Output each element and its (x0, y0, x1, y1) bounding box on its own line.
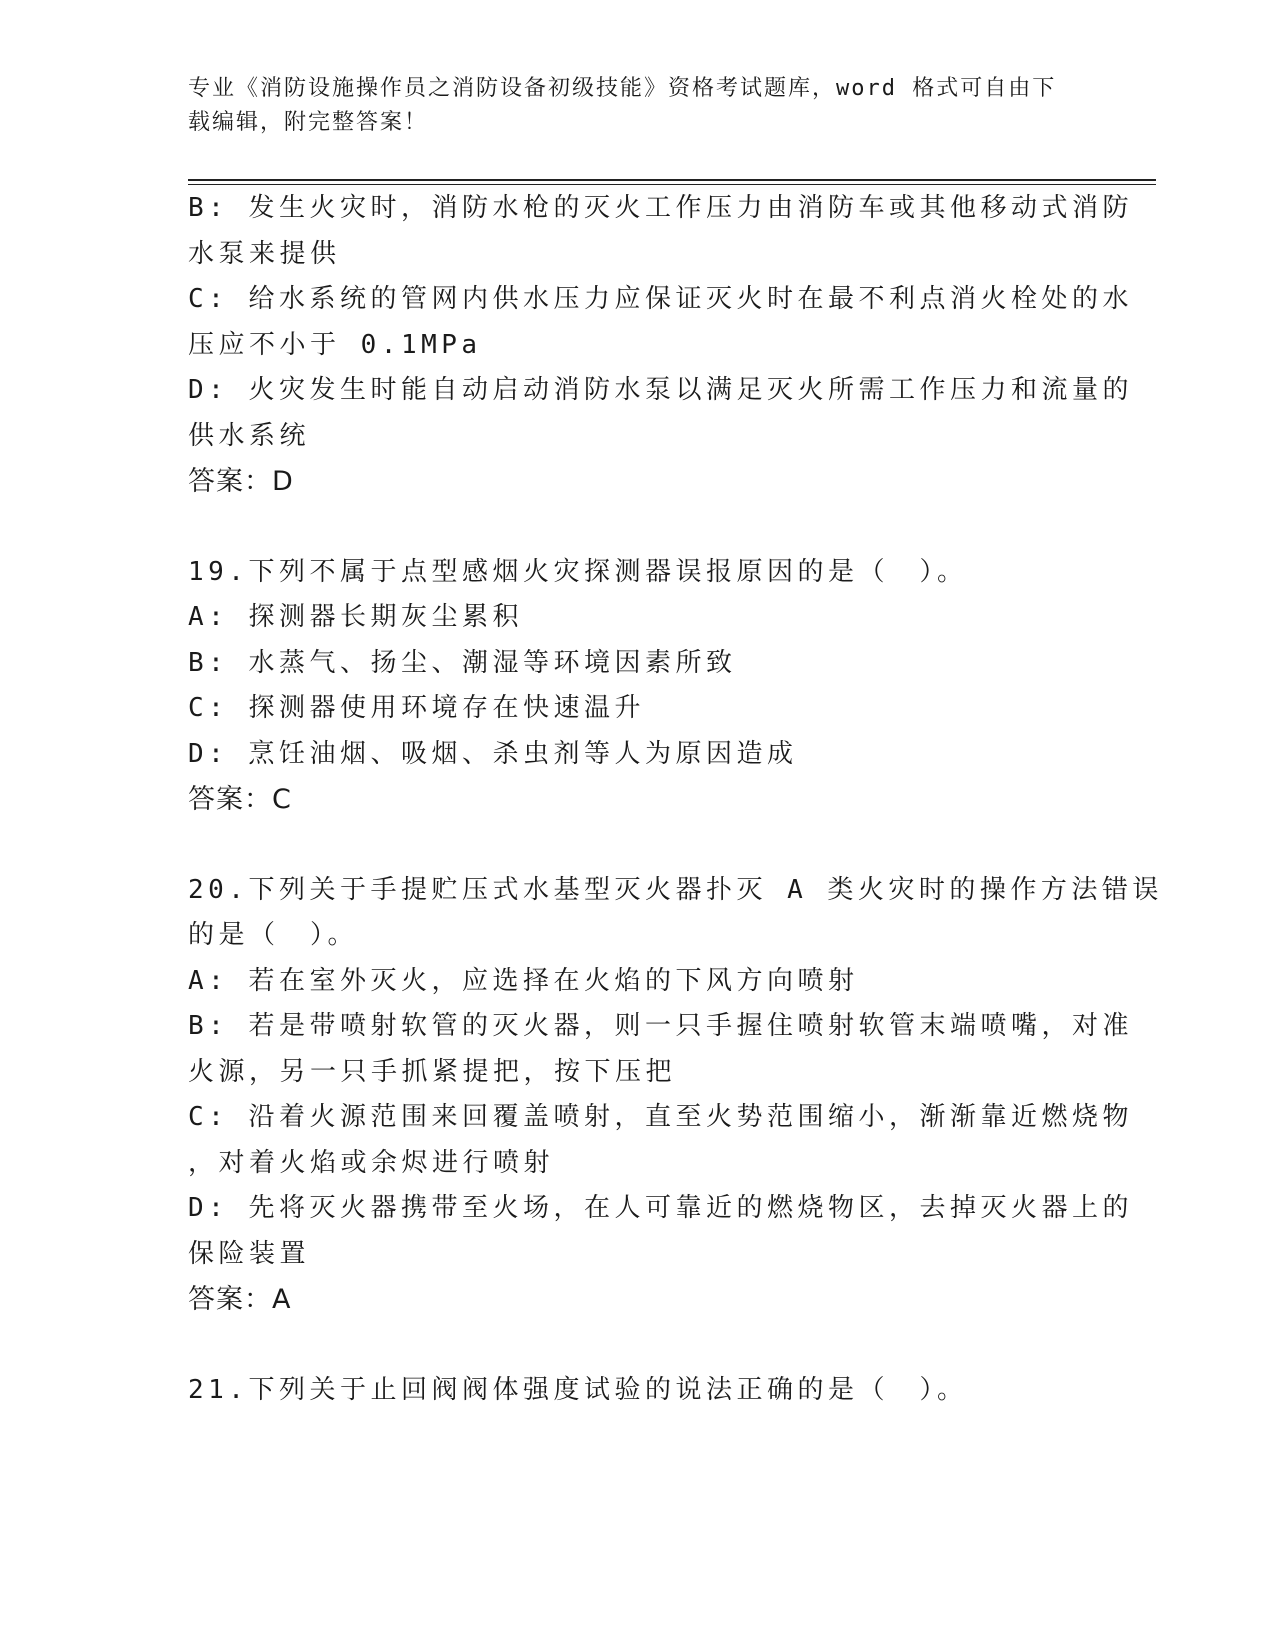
header-line-2: 载编辑，附完整答案！ (188, 110, 429, 135)
question-21 (188, 1368, 1088, 1414)
spacer (188, 823, 1088, 868)
q20-option-b-line-1: B: 若是带喷射软管的灭火器，则一只手握住喷射软管末端喷嘴，对准 (188, 1011, 1133, 1041)
q19-option-a: A: 探测器长期灰尘累积 (188, 602, 523, 632)
q20-option-d-line-2: 保险装置 (188, 1238, 311, 1269)
q18-option-c-line-1: C: 给水系统的管网内供水压力应保证灭火时在最不利点消火栓处的水 (188, 284, 1133, 314)
header-divider-thick (188, 179, 1156, 181)
spacer (188, 505, 1088, 550)
q21-stem: 21.下列关于止回阀阀体强度试验的说法正确的是（ ）。 (188, 1374, 968, 1405)
q20-option-d-line-1: D: 先将灭火器携带至火场，在人可靠近的燃烧物区，去掉灭火器上的 (188, 1193, 1133, 1223)
q20-answer: 答案：A (188, 1284, 292, 1315)
q20-option-a: A: 若在室外灭火，应选择在火焰的下风方向喷射 (188, 965, 859, 996)
q20-option-c-line-2: ，对着火焰或余烬进行喷射 (188, 1147, 555, 1178)
page-header (188, 72, 1088, 140)
header-divider-thin (188, 184, 1156, 185)
q19-option-c: C: 探测器使用环境存在快速温升 (188, 693, 645, 723)
q18-option-c-line-2: 压应不小于 0.1MPa (188, 329, 482, 360)
q19-option-d: D: 烹饪油烟、吸烟、杀虫剂等人为原因造成 (188, 738, 798, 769)
q20-stem-line-2: 的是（ ）。 (188, 920, 359, 950)
q18-option-d-line-2: 供水系统 (188, 420, 311, 451)
question-20 (188, 868, 1163, 1323)
q19-answer: 答案：C (188, 784, 292, 815)
q18-option-b-line-1: B: 发生火灾时，消防水枪的灭火工作压力由消防车或其他移动式消防 (188, 193, 1133, 223)
q20-stem-line-1: 20.下列关于手提贮压式水基型灭火器扑灭 A 类火灾时的操作方法错误 (188, 874, 1163, 905)
q19-stem: 19.下列不属于点型感烟火灾探测器误报原因的是（ ）。 (188, 556, 968, 587)
header-line-1: 专业《消防设施操作员之消防设备初级技能》资格考试题库，word 格式可自由下 (188, 76, 1057, 101)
q19-option-b: B: 水蒸气、扬尘、潮湿等环境因素所致 (188, 647, 737, 678)
q18-option-d-line-1: D: 火灾发生时能自动启动消防水泵以满足灭火所需工作压力和流量的 (188, 375, 1133, 405)
q18-option-b-line-2: 水泵来提供 (188, 238, 341, 269)
question-18-options (188, 186, 1133, 505)
question-19 (188, 550, 1088, 823)
question-content (188, 186, 1163, 1413)
q20-option-b-line-2: 火源，另一只手抓紧提把，按下压把 (188, 1056, 677, 1087)
spacer (188, 1323, 1088, 1368)
q20-option-c-line-1: C: 沿着火源范围来回覆盖喷射，直至火势范围缩小，渐渐靠近燃烧物 (188, 1102, 1133, 1132)
q18-answer: 答案：D (188, 466, 294, 497)
